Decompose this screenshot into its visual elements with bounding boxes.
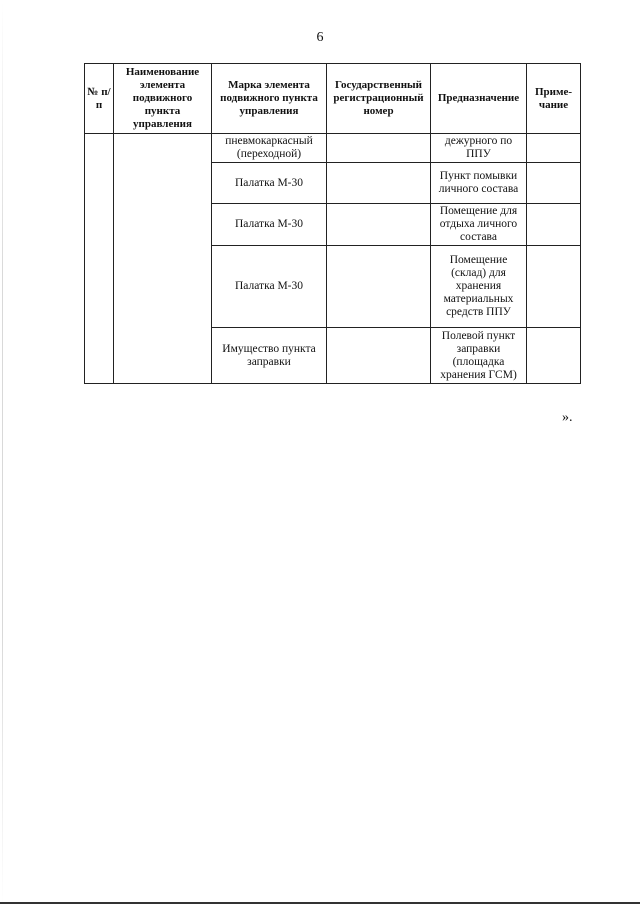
cell-purpose: Помещение для отдыха личного состава <box>431 204 527 246</box>
scan-edge <box>2 0 3 908</box>
cell-reg-number <box>327 246 431 328</box>
cell-purpose: Полевой пункт заправки (площадка хранения ГСМ) <box>431 328 527 384</box>
cell-brand: пневмокаркасный (переходной) <box>212 134 327 163</box>
cell-number <box>85 134 114 384</box>
cell-reg-number <box>327 134 431 163</box>
header-purpose: Предназначение <box>431 64 527 134</box>
header-element-name: Наименование элемента подвижного пункта управления <box>114 64 212 134</box>
cell-brand: Палатка М-30 <box>212 163 327 204</box>
closing-quote-mark: ». <box>562 410 573 425</box>
header-registration-number: Государственный регистрационный номер <box>327 64 431 134</box>
header-element-brand: Марка элемента подвижного пункта управления <box>212 64 327 134</box>
cell-purpose: дежурного по ППУ <box>431 134 527 163</box>
page-number: 6 <box>316 30 324 45</box>
cell-note <box>527 246 581 328</box>
cell-note <box>527 204 581 246</box>
cell-note <box>527 134 581 163</box>
header-number: № п/п <box>85 64 114 134</box>
cell-reg-number <box>327 163 431 204</box>
cell-purpose: Пункт помывки личного состава <box>431 163 527 204</box>
document-table <box>84 63 581 384</box>
cell-brand: Палатка М-30 <box>212 246 327 328</box>
cell-reg-number <box>327 328 431 384</box>
table-row <box>85 134 581 163</box>
cell-brand: Палатка М-30 <box>212 204 327 246</box>
table-header-row <box>85 64 581 134</box>
cell-purpose: Помещение (склад) для хранения материальных средств ППУ <box>431 246 527 328</box>
scan-bottom-edge <box>0 902 640 904</box>
cell-reg-number <box>327 204 431 246</box>
cell-note <box>527 163 581 204</box>
cell-note <box>527 328 581 384</box>
cell-element-name <box>114 134 212 384</box>
cell-brand: Имущество пункта заправки <box>212 328 327 384</box>
header-note: Приме-чание <box>527 64 581 134</box>
